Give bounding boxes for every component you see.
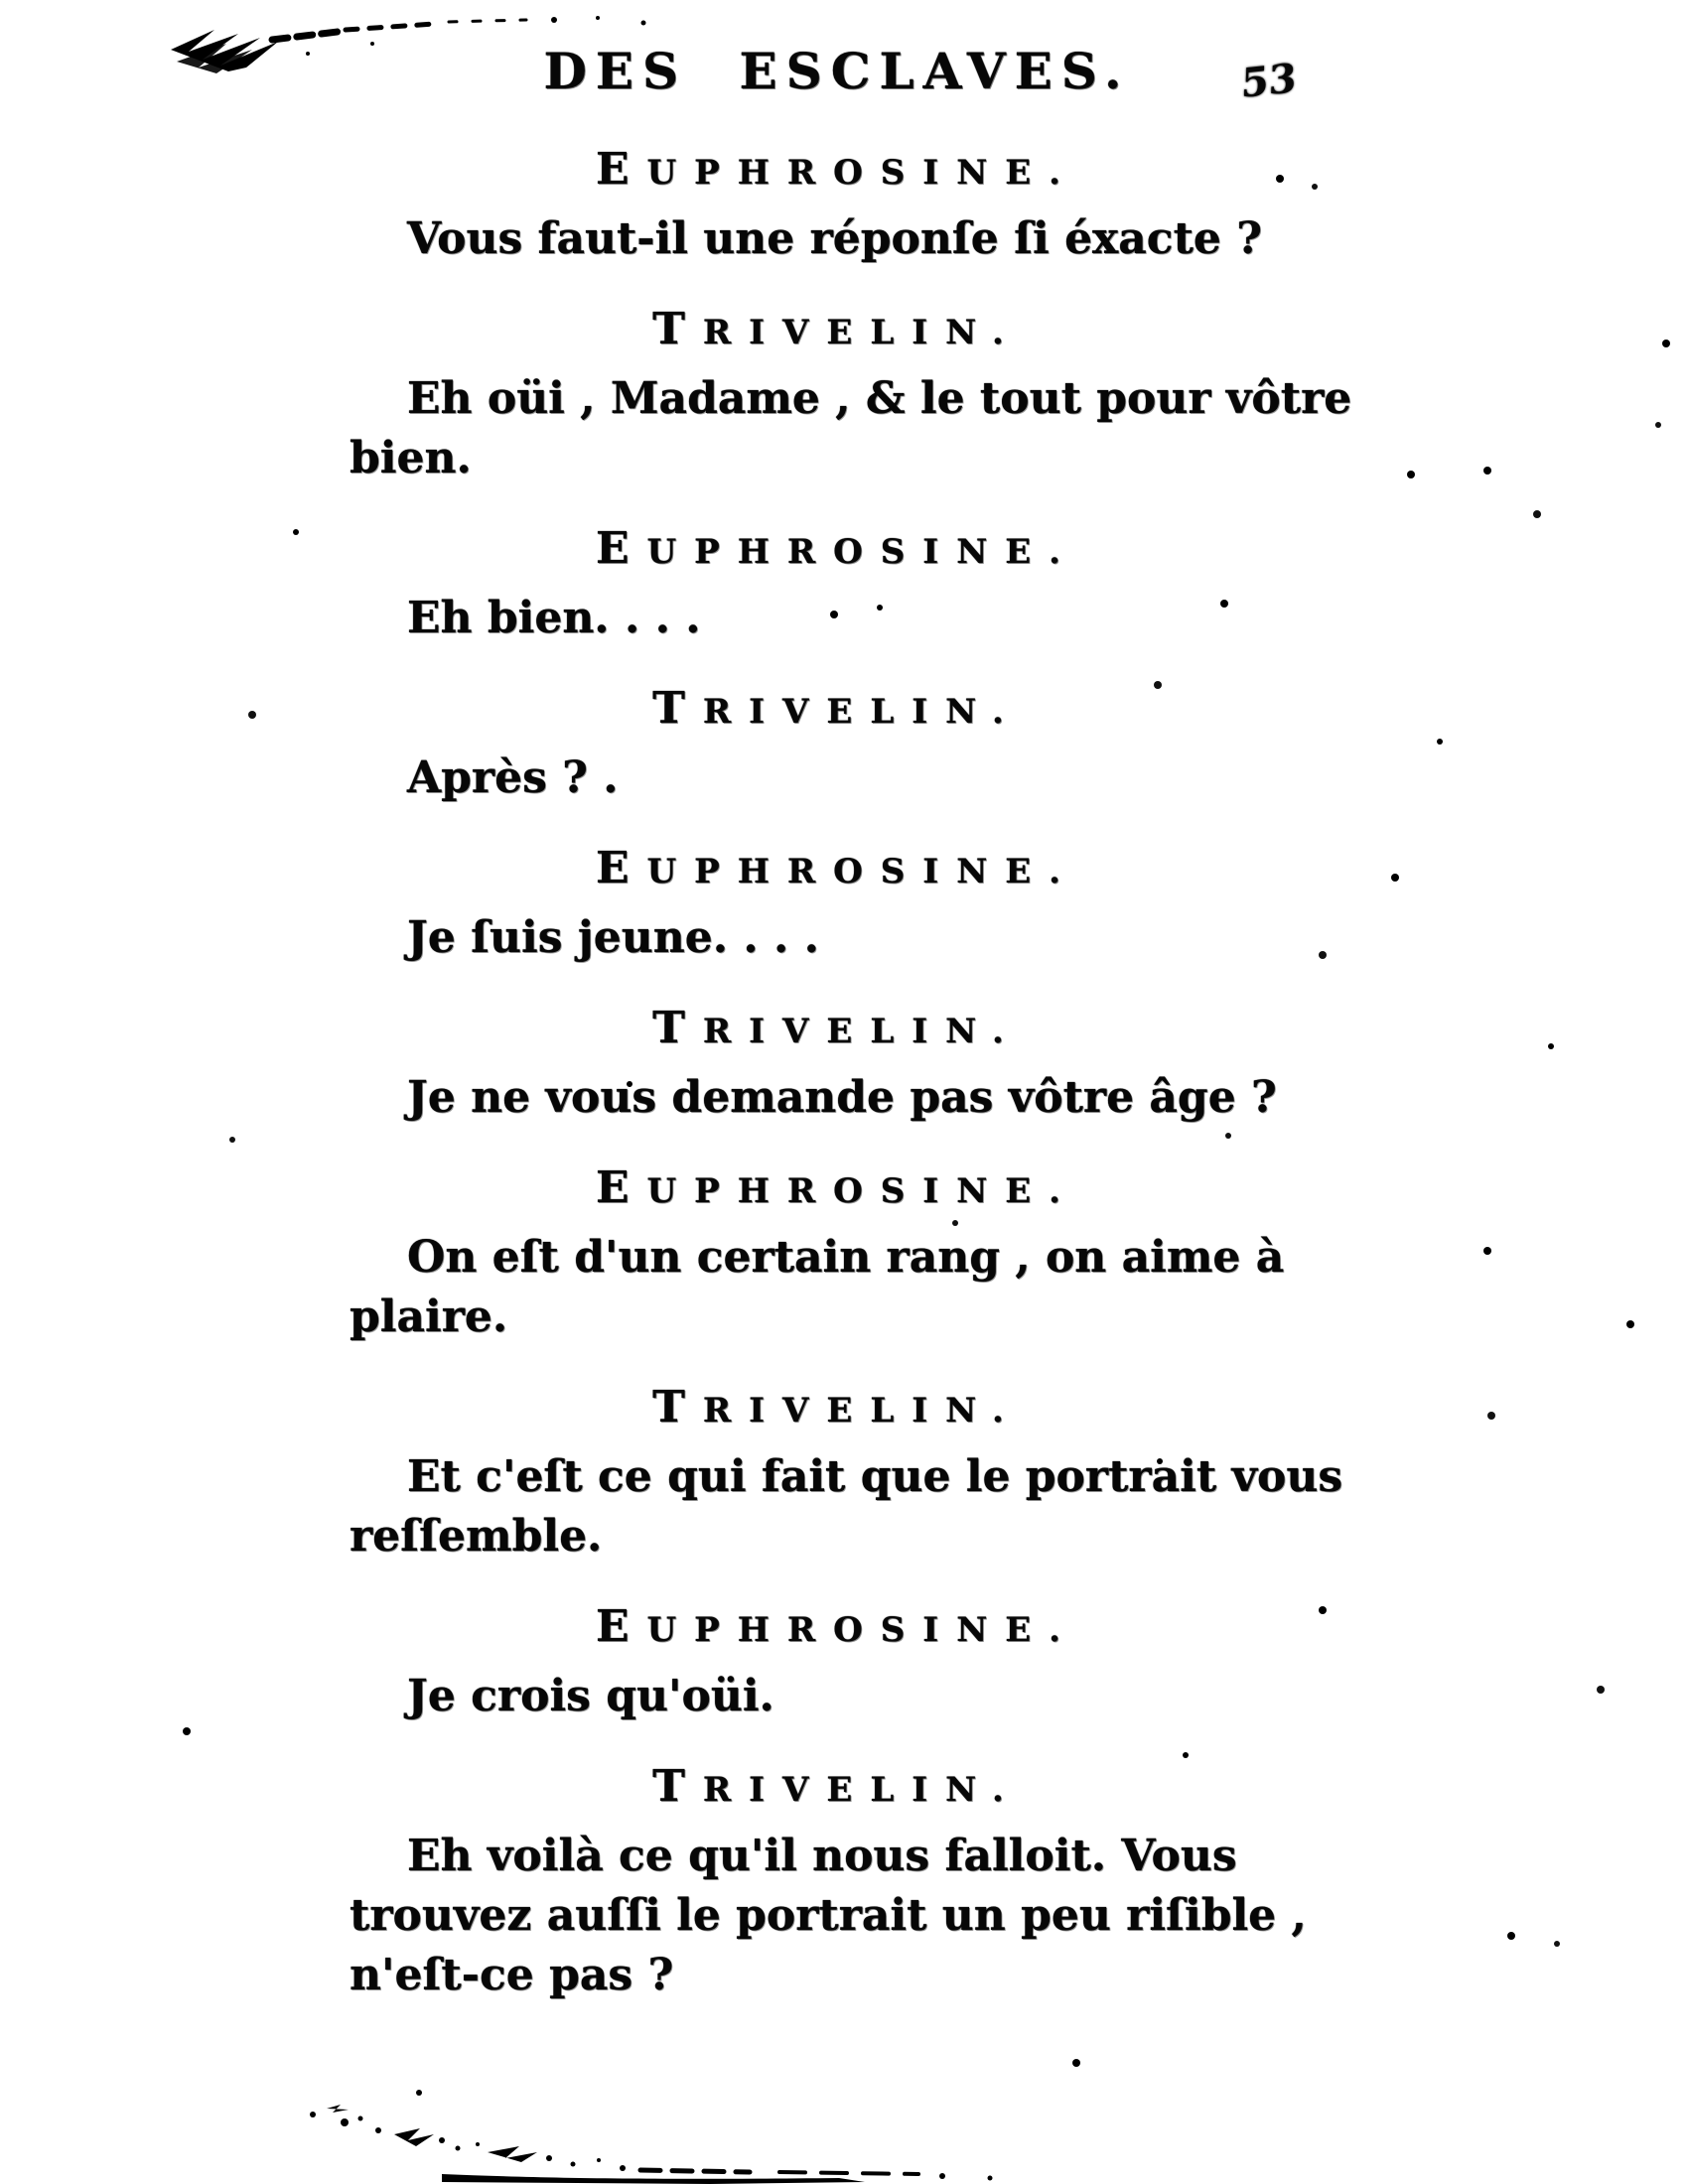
speech <box>350 1162 1325 1347</box>
scan-dust-specks <box>0 0 4 4</box>
speech <box>350 1601 1325 1726</box>
dialogue-line: plaire. <box>350 1292 508 1342</box>
dialogue-line: n'eſt-ce pas ? <box>350 1950 674 2000</box>
text-column <box>350 42 1352 2005</box>
speech <box>350 1761 1325 2005</box>
speaker-name: EUPHROSINE. <box>595 523 1079 574</box>
speaker-name: EUPHROSINE. <box>595 843 1079 893</box>
speaker-name: TRIVELIN. <box>652 1003 1022 1053</box>
dialogue-line: Eh voilà ce qu'il nous falloit. Vous <box>407 1831 1237 1881</box>
dialogue-line: Après ? . <box>407 752 619 803</box>
dialogue-line: trouvez auſſi le portrait un peu riſible , <box>350 1890 1307 1941</box>
speaker-name: EUPHROSINE. <box>595 1601 1079 1652</box>
speech <box>350 1003 1325 1128</box>
dialogue-line: On eſt d'un certain rang , on aime à <box>407 1232 1285 1283</box>
dialogue-line: Eh bien. . . . <box>407 593 701 643</box>
scan-smudge-bottom-left-icon <box>283 2101 1038 2184</box>
speech <box>350 1382 1343 1567</box>
speech <box>350 683 1325 808</box>
page-header <box>350 42 1325 109</box>
dialogue-line: bien. <box>350 433 472 483</box>
dialogue-line: Je ſuis jeune. . . . <box>407 912 819 963</box>
dialogue-line: Je crois qu'oüi. <box>407 1671 774 1721</box>
speaker-name: EUPHROSINE. <box>595 1162 1079 1213</box>
speech <box>350 523 1325 648</box>
dialogue-line: Eh oüi , Madame , & le tout pour vôtre <box>407 373 1352 424</box>
speech <box>350 304 1352 488</box>
speaker-name: TRIVELIN. <box>652 1382 1022 1433</box>
dialogue-line: Et c'eſt ce qui fait que le portrait vous <box>407 1451 1343 1502</box>
speech <box>350 843 1325 968</box>
dialogue-line: reſſemble. <box>350 1511 603 1562</box>
speaker-name: EUPHROSINE. <box>595 144 1079 195</box>
speech <box>350 144 1325 269</box>
dialogue-line: Vous faut-il une réponſe ſi éxacte ? <box>407 213 1263 264</box>
dialogue-line: Je ne vous demande pas vôtre âge ? <box>407 1072 1277 1123</box>
page-number: 53 <box>1240 54 1298 108</box>
speaker-name: TRIVELIN. <box>652 1761 1022 1812</box>
speaker-name: TRIVELIN. <box>652 304 1022 354</box>
running-title: DES ESCLAVES. <box>543 42 1131 100</box>
speaker-name: TRIVELIN. <box>652 683 1022 734</box>
dialogue-block <box>350 144 1352 2005</box>
